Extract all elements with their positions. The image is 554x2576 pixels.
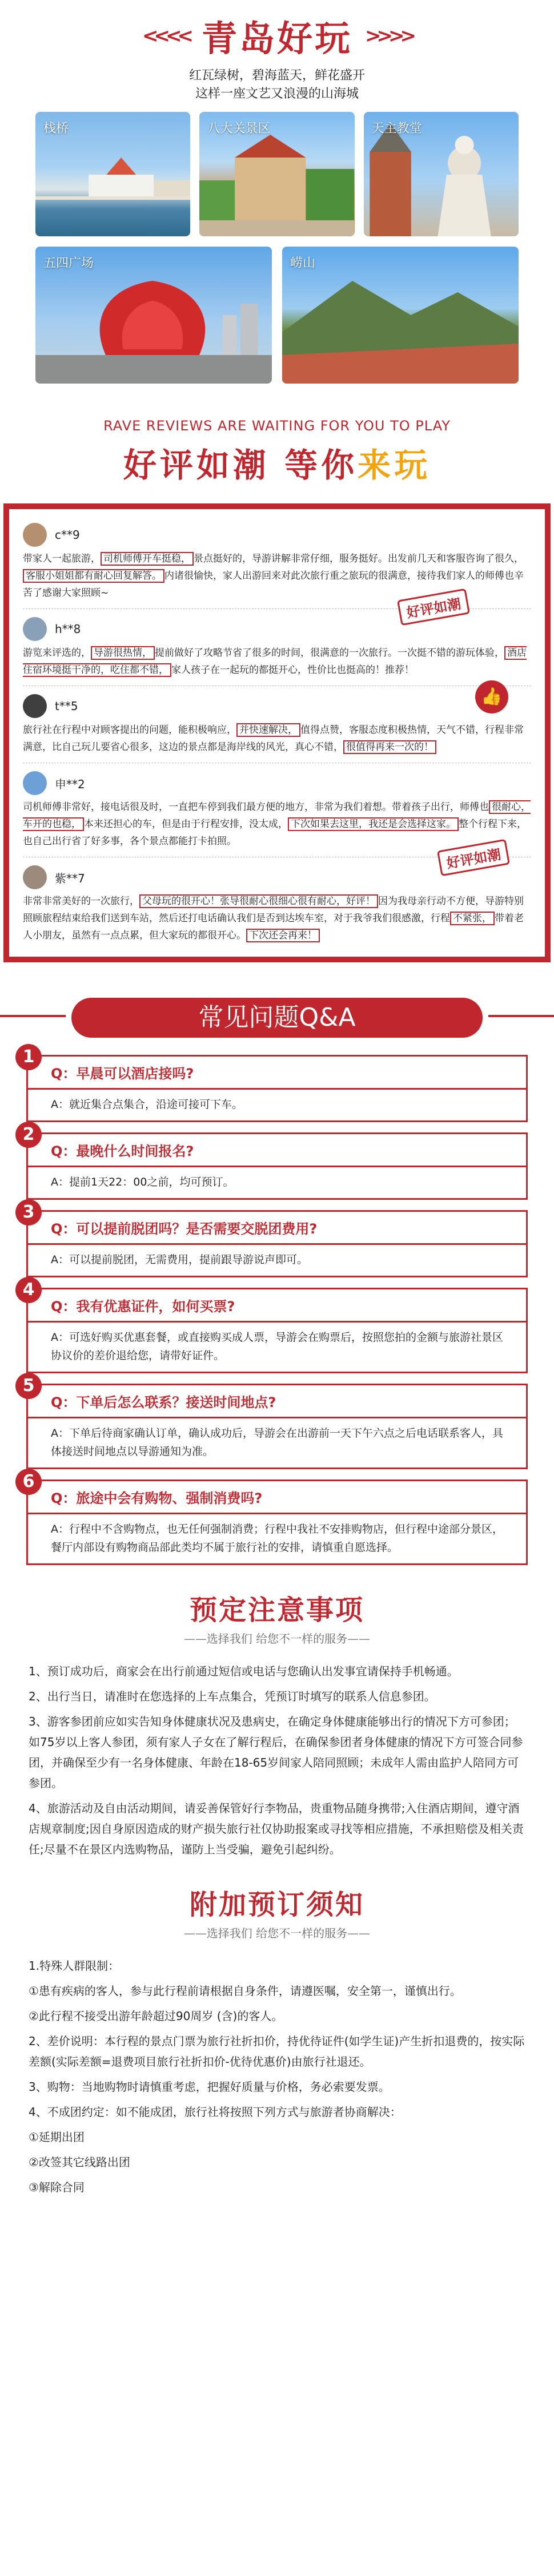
photo-gallery	[0, 112, 554, 384]
review-highlight: 不紧张，	[450, 912, 495, 925]
photo-cathedral[interactable]	[364, 112, 519, 236]
review-highlight: 酒店住宿环境挺干净的，吃住都不错，	[23, 647, 527, 676]
review-user: 申**2	[55, 777, 85, 791]
faq-number: 1	[15, 1044, 42, 1070]
faq-answer: A：可选好购买优惠套餐，或直接购买成人票，导游会在购票后，按照您拍的金额与旅游社景区协议价的差价退给您，请带好证件。	[51, 1331, 504, 1362]
note-item: 1、预订成功后，商家会在出行前通过短信或电话与您确认出发事宜请保持手机畅通。	[29, 1664, 459, 1678]
review-item	[23, 686, 531, 763]
review-item	[23, 515, 531, 622]
note-item: 3、游客参团前应如实告知身体健康状况及患病史，在确定身体健康能够出行的情况下方可参团；如75岁以上客人参团，须有家人子女在了解行程后，在确保参团者身体健康的情况下方可签合同参团，并确保至少有一名身体健康、年龄在18-65岁间家人陪同照顾；未成年人需由监护人陪同方可参团。	[29, 1715, 523, 1790]
extra-notes-section	[0, 1882, 554, 2225]
chevron-left-icon: <<<<	[142, 24, 189, 47]
booking-notes-section	[0, 1588, 554, 1860]
review-text-part: 旅行社在行程中对顾客提出的问题，能积极响应，	[23, 724, 236, 736]
hero-tagline-2: 这样一座文艺又浪漫的山海城	[195, 87, 359, 101]
faq-question: Q：旅途中会有购物、强制消费吗?	[28, 1481, 526, 1514]
review-highlight: 司机师傅开车挺稳，	[101, 552, 194, 566]
extra-subtitle: —— 选择我们 给您不一样的服务 ——	[0, 1924, 554, 1941]
faq-number: 3	[15, 1199, 42, 1225]
review-highlight: 很值得再来一次的！	[343, 740, 436, 754]
faq-question: Q：最晚什么时间报名?	[28, 1134, 526, 1167]
faq-answer: A：下单后待商家确认订单，确认成功后，导游会在出游前一天下午六点之后电话联系客人，具体接送时间地点以导游通知为准。	[51, 1427, 504, 1458]
hero-header	[0, 0, 554, 112]
extra-item: 2、差价说明：本行程的景点门票为旅行社折扣价，持优待证件(如学生证)产生折扣退费的，按实际差额(实际差额=退费项目旅行社折扣价-优待优惠价)由旅行社退还。	[29, 2034, 525, 2069]
notes-list	[0, 1646, 554, 1860]
photo-caption: 天主教堂	[371, 122, 422, 136]
extra-item: ①延期出团	[29, 2130, 85, 2144]
review-text	[23, 721, 531, 756]
faq-item[interactable]	[22, 1202, 528, 1277]
faq-answer: A：提前1天22：00之前，均可预订。	[51, 1176, 234, 1188]
notes-title: 预定注意事项	[189, 1594, 364, 1626]
review-item	[23, 609, 531, 686]
faq-number: 2	[15, 1122, 42, 1148]
faq-item[interactable]	[22, 1124, 528, 1200]
thumbs-up-icon: 👍	[475, 680, 508, 713]
avatar	[23, 694, 47, 718]
faq-question: Q：下单后怎么联系？接送时间地点?	[28, 1385, 526, 1418]
review-user: c**9	[55, 528, 80, 542]
extra-item: ①患有疾病的客人，参与此行程前请根据自身条件，请遵医嘱，安全第一，谨慎出行。	[29, 1984, 461, 1998]
photo-zhanqiao[interactable]	[35, 112, 190, 236]
faq-number: 5	[15, 1373, 42, 1399]
notes-subtitle: —— 选择我们 给您不一样的服务 ——	[0, 1630, 554, 1646]
review-text-part: 本来还担心的车，但是由于行程安排，没太成，	[84, 819, 288, 830]
faq-answer: A：行程中不含购物点，也无任何强制消费；行程中我社不安排购物店，但行程中途部分景区，餐厅内部设有购物商品部此类均不属于旅行社的安排，请慎重自愿选择。	[51, 1523, 504, 1554]
note-item: 2、出行当日，请准时在您选择的上车点集合，凭预订时填写的联系人信息参团。	[29, 1690, 436, 1703]
reviews-section	[0, 384, 554, 962]
review-text	[23, 644, 531, 679]
photo-caption: 八大关景区	[207, 122, 271, 136]
faq-number: 4	[15, 1277, 42, 1303]
praise-stamp: 好评如潮	[437, 839, 510, 877]
faq-item[interactable]	[22, 1280, 528, 1373]
faq-section	[0, 998, 554, 1565]
avatar	[23, 523, 47, 547]
reviews-title-highlight: 来玩	[358, 446, 431, 485]
avatar	[23, 771, 47, 795]
reviews-title-main: 好评如潮 等你	[123, 446, 358, 485]
hero-tagline-1: 红瓦绿树，碧海蓝天，鲜花盛开	[188, 68, 365, 83]
review-highlight: 下次如果去这里，我还是会选择这家。	[288, 817, 459, 831]
faq-title: 常见问题Q&A	[71, 998, 483, 1038]
note-item: 4、旅游活动及自由活动期间，请妥善保管好行李物品，贵重物品随身携带;入住酒店期间，遵守酒店规章制度;因自身原因造成的财产损失旅行社仅协助报案或寻找等相应措施，不承担赔偿及相关责任;尽量不在景区内选购物品，谨防上当受骗，避免引起纠纷。	[29, 1801, 524, 1856]
review-text-part: 因为我母亲行动不方便，导游特别照顾旅程结束给我们送到车站，然后还打电话确认我们是否到达埃车室，对于我爷我们很感激，行程	[23, 896, 524, 924]
review-text-part: 提前做好了攻略节省了很多的时间，很满意的一次旅行。一次挺不错的游玩体验，	[155, 647, 504, 659]
chevron-right-icon: >>>>	[365, 24, 412, 47]
photo-badaguan[interactable]	[199, 112, 354, 236]
review-user: t**5	[55, 699, 78, 713]
faq-item[interactable]	[22, 1376, 528, 1469]
review-text-part: 非常非常美好的一次旅行，	[23, 896, 139, 907]
extra-item: ③解除合同	[29, 2180, 85, 2194]
review-highlight: 很耐心，车开的也稳，	[23, 801, 531, 830]
review-text	[23, 893, 531, 944]
extra-item: 4、不成团约定：如不能成团，旅行社将按照下列方式与旅游者协商解决：	[29, 2105, 402, 2119]
faq-answer: A：就近集合点集合，沿途可接可下车。	[51, 1098, 243, 1111]
review-item	[23, 857, 531, 951]
praise-stamp: 好评如潮	[397, 588, 470, 626]
review-text-part: 带着老人小朋友，虽然有一点点累，但大家玩的都很开心。	[23, 913, 524, 941]
review-text-part: 家人孩子在一起玩的都挺开心，性价比也挺高的！推荐！	[171, 664, 414, 676]
review-text-part: 内诸很愉快，家人出游回来对此次旅行重之旅玩的很满意，接待我们家人的师傅也辛苦了感谢大家照顾~	[23, 570, 524, 599]
avatar	[23, 617, 47, 641]
faq-number: 6	[15, 1469, 42, 1495]
review-item	[23, 763, 531, 872]
faq-question: Q：可以提前脱团吗？是否需要交脱团费用?	[28, 1212, 526, 1245]
review-highlight: 并快速解决，	[236, 723, 300, 737]
review-highlight: 导游很热情，	[91, 646, 155, 660]
extra-item: 3、购物：当地购物时请慎重考虑，把握好质量与价格，务必索要发票。	[29, 2080, 390, 2094]
faq-question: Q：我有优惠证件，如何买票?	[28, 1289, 526, 1323]
review-text-part: 游览来评选的，	[23, 647, 91, 659]
reviews-subtitle-en: RAVE REVIEWS ARE WAITING FOR YOU TO PLAY	[103, 418, 451, 434]
review-text-part: 带家人一起旅游，	[23, 553, 101, 565]
reviews-title	[0, 438, 554, 486]
review-text	[23, 799, 531, 850]
extra-title: 附加预订须知	[189, 1889, 364, 1921]
extra-item: ②此行程不接受出游年龄超过90周岁 (含)的客人。	[29, 2009, 283, 2023]
photo-wusi-square[interactable]	[35, 247, 272, 384]
faq-item[interactable]	[22, 1472, 528, 1565]
photo-laoshan[interactable]	[282, 247, 519, 384]
review-text-part: 值得点赞，客服态度积极热情，天气不错，行程非常满意，比自己玩儿要省心很多，这边的景点都是海岸线的风光，真心不错，	[23, 724, 524, 753]
review-highlight: 客服小姐姐都有耐心回复解答。	[23, 569, 164, 583]
page-title: 青岛好玩	[201, 18, 352, 59]
review-user: 紫**7	[55, 871, 85, 885]
avatar	[23, 865, 47, 889]
review-text-part: 景点挺好的，导游讲解非常仔细，服务挺好。出发前几天和客服咨询了很久，	[194, 553, 524, 565]
review-highlight: 父母玩的很开心！张导很耐心很细心很有耐心，好评！	[139, 894, 378, 908]
photo-caption: 崂山	[290, 256, 316, 271]
review-text-part: 整个行程下来，也自己出行省了好多事，各个景点都能打卡拍照。	[23, 819, 527, 847]
review-highlight: 下次还会再来！	[246, 929, 320, 942]
faq-question: Q：早晨可以酒店接吗?	[28, 1057, 526, 1090]
photo-caption: 栈桥	[43, 122, 69, 136]
faq-answer: A：可以提前脱团，无需费用，提前跟导游说声即可。	[51, 1253, 308, 1266]
hero-title-row	[0, 10, 554, 61]
review-text-part: 司机师傅非常好，接电话很及时，一直把车停到我们最方便的地方，非常为我们着想。带着孩子出行，师傅也	[23, 801, 489, 813]
photo-caption: 五四广场	[43, 256, 94, 271]
faq-item[interactable]	[22, 1047, 528, 1122]
review-user: h**8	[55, 622, 81, 636]
extra-item: 1.特殊人群限制：	[29, 1959, 120, 1973]
extra-item: ②改签其它线路出团	[29, 2155, 130, 2169]
faq-list	[0, 1038, 554, 1565]
reviews-box	[3, 503, 551, 962]
extra-list	[0, 1941, 554, 2198]
